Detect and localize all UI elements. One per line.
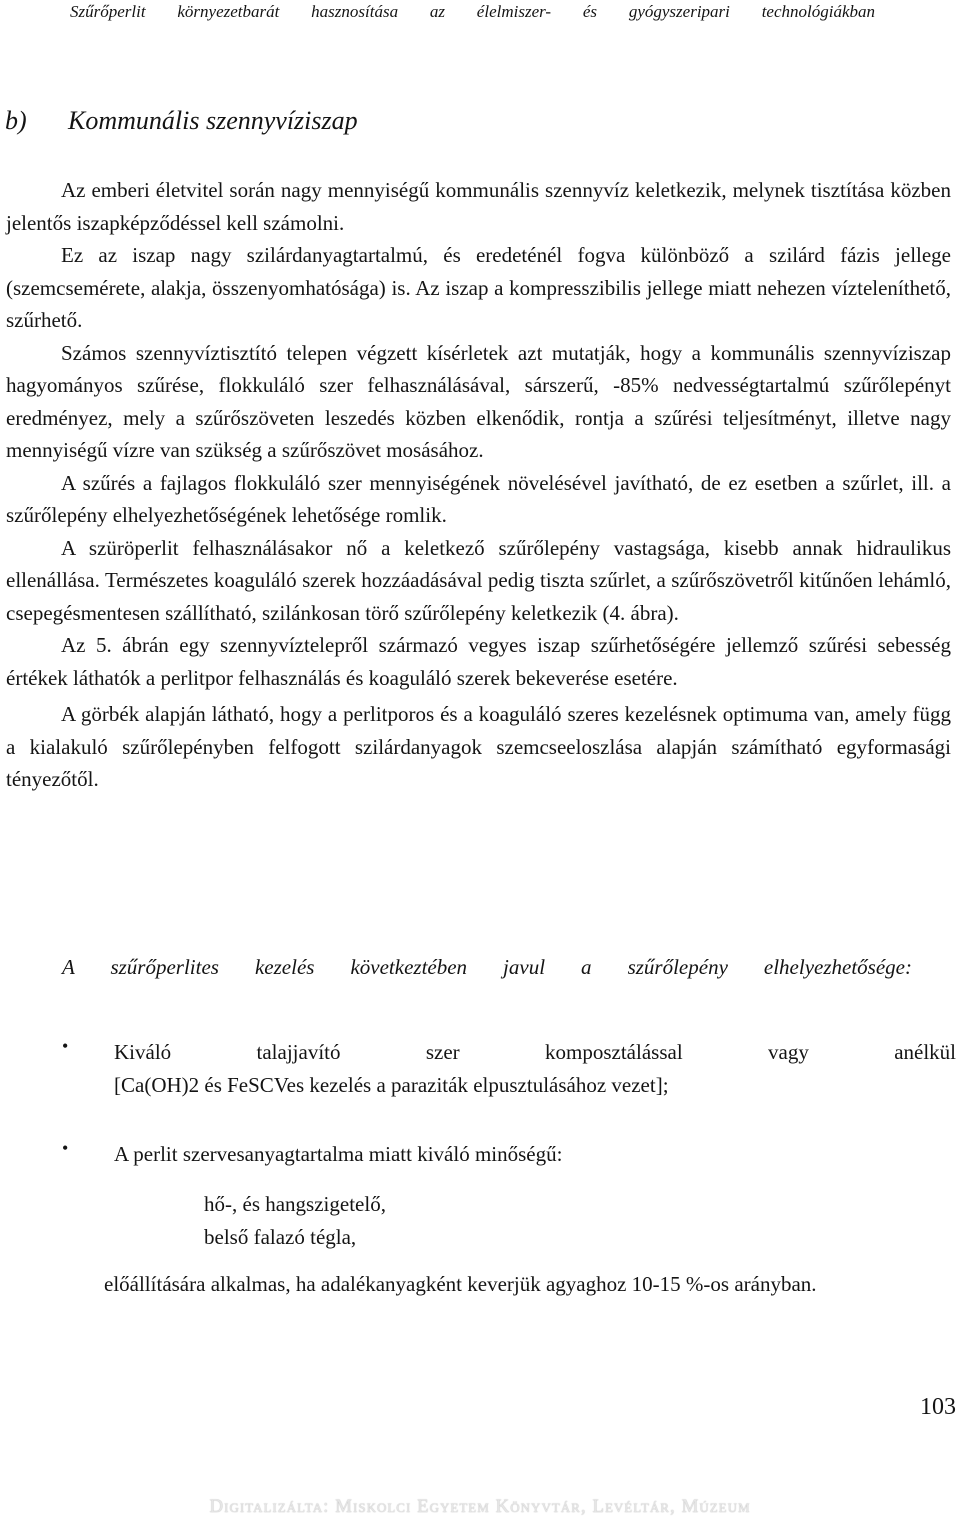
sub-list-item: hő-, és hangszigetelő,	[204, 1192, 386, 1216]
page-number: 103	[920, 1394, 956, 1420]
section-number: b)	[5, 106, 27, 135]
bullet-dot-icon: •	[62, 1138, 69, 1158]
running-header: Szűrőperlit környezetbarát hasznosítása az élelmiszer- és gyógyszeripari technológiákban	[70, 2, 875, 21]
closing-text: előállítására alkalmas, ha adalékanyagként keverjük agyaghoz 10-15 %-os arányban.	[104, 1272, 817, 1296]
bullet-line: Kiváló talajjavító szer komposztálással vagy anélkül	[114, 1040, 956, 1064]
bullet-line: [Ca(OH)2 és FeSCVes kezelés a paraziták elpusztulásához vezet];	[114, 1073, 669, 1097]
paragraph: Ez az iszap nagy szilárdanyagtartalmú, és eredeténél fogva különböző a szilárd fázis jellege (szemcsemérete, alakja, összenyomhatósága) is. Az iszap a kompresszibilis jellege miatt nehezen vízteleníthető, szűrhető.	[6, 243, 951, 332]
sub-list-item: belső falazó tégla,	[204, 1225, 357, 1249]
subheading: A szűrőperlites kezelés következtében javul a szűrőlepény elhelyezhetősége:	[62, 955, 912, 979]
paragraph: A szűrés a fajlagos flokkuláló szer mennyiségének növelésével javítható, de ez esetben a szűrlet, ill. a szűrőlepény elhelyezhetőségének lehetősége romlik.	[6, 470, 951, 527]
paragraph: Az emberi életvitel során nagy mennyiségű kommunális szennyvíz keletkezik, melynek tisztítása közben jelentős iszapképződéssel kell számolni.	[6, 178, 951, 235]
body-text	[6, 174, 951, 796]
bullet-text	[114, 1138, 814, 1171]
paragraph: Az 5. ábrán egy szennyvíztelepről származó vegyes iszap szűrhetőségére jellemző szűrési sebesség értékek láthatók a perlitpor felhasználás és koaguláló szerek bekeverése esetére.	[6, 633, 951, 690]
bullet-dot-icon: •	[62, 1036, 69, 1056]
paragraph: A görbék alapján látható, hogy a perlitporos és a koaguláló szeres kezelésnek optimuma van, amely függ a kialakuló szűrőlepényben felfogott szilárdanyagok szemcseeloszlása alapján számítható egyformasági tényezőtől.	[6, 702, 951, 791]
sub-list	[204, 1188, 386, 1254]
section-heading	[5, 105, 358, 137]
bullet-line: A perlit szervesanyagtartalma miatt kiváló minőségű:	[114, 1142, 563, 1166]
section-title: Kommunális szennyvíziszap	[68, 106, 358, 135]
digitization-footer: Digitalizálta: Miskolci Egyetem Könyvtár, Levéltár, Múzeum	[209, 1496, 751, 1517]
paragraph: Számos szennyvíztisztító telepen végzett kísérletek azt mutatják, hogy a kommunális szennyvíziszap hagyományos szűrése, flokkuláló szer felhasználásával, sárszerű, -85% nedvességtartalmú szűrőlepényt eredményez, mely a szűrőszöveten leszedés közben elkenődik, rontja a szűrési teljesítményt, illetve nagy mennyiségű vízre van szükség a szűrőszövet mosásához.	[6, 340, 951, 462]
bullet-text	[114, 1036, 956, 1102]
paragraph: A szüröperlit felhasználásakor nő a keletkező szűrőlepény vastagsága, kisebb annak hidraulikus ellenállása. Természetes koaguláló szerek hozzáadásával pedig tiszta szűrlet, a szűrőszövetről kitűnően lehámló, csepegésmentesen szállítható, szilánkosan törő szűrőlepény keletkezik (4. ábra).	[6, 535, 951, 625]
